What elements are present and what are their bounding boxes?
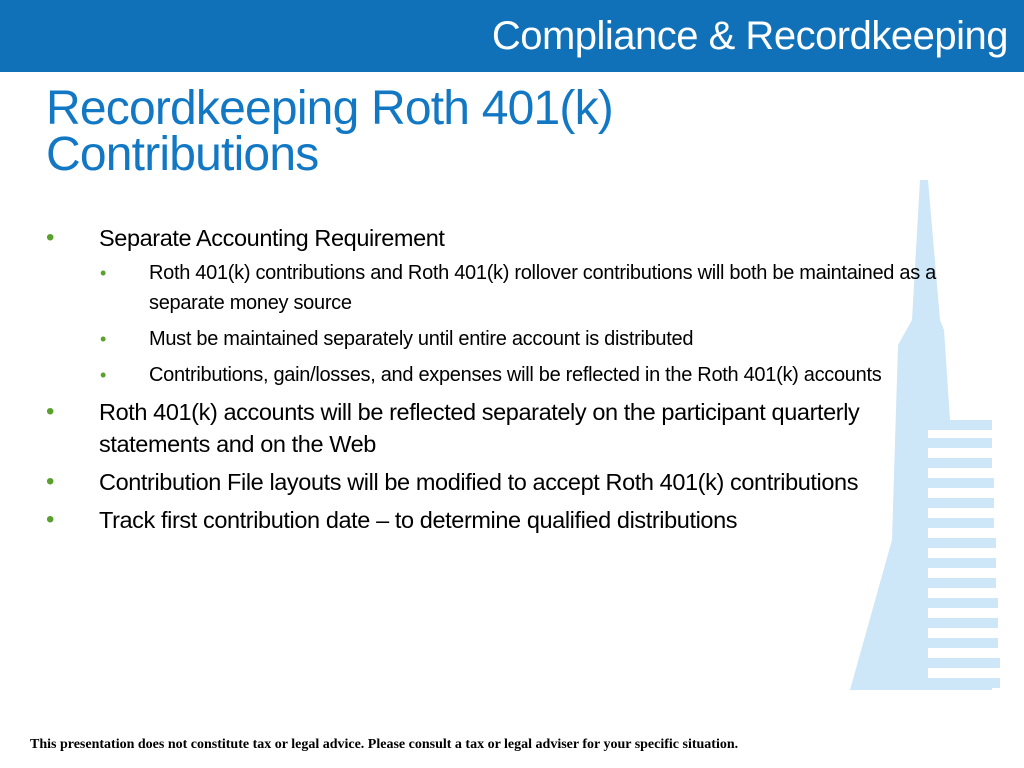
bullet-text: Separate Accounting Requirement [99,225,445,251]
sub-bullet-text: Must be maintained separately until entire account is distributed [149,328,694,350]
slide-title [46,82,766,181]
bullet-dot-icon: • [46,398,55,425]
sub-bullet-item [99,258,976,318]
bullet-dot-icon: • [46,224,55,251]
bullet-item [46,504,976,536]
sub-bullet-dot-icon: • [100,263,107,283]
bullet-item [46,466,976,498]
bullet-item [46,222,976,390]
sub-bullet-text: Contributions, gain/losses, and expenses will be reflected in the Roth 401(k) accounts [149,364,882,386]
bullet-item [46,396,976,460]
sub-bullet-text: Roth 401(k) contributions and Roth 401(k) rollover contributions will both be maintained as a separate money source [149,262,936,314]
bullet-list [46,222,976,536]
section-title: Compliance & Recordkeeping [491,14,1008,58]
slide-title-line-2: Contributions [46,128,319,181]
sub-bullet-item [99,324,976,354]
bullet-text: Track first contribution date – to determine qualified distributions [99,507,738,533]
sub-bullet-dot-icon: • [100,365,107,385]
sub-bullet-dot-icon: • [100,329,107,349]
bullet-dot-icon: • [46,468,55,495]
sub-bullet-item [99,360,976,390]
bullet-text: Contribution File layouts will be modified to accept Roth 401(k) contributions [99,469,859,495]
header-bar [0,0,1024,72]
bullet-dot-icon: • [46,506,55,533]
sub-bullet-list [99,258,976,390]
bullet-text: Roth 401(k) accounts will be reflected separately on the participant quarterly statements and on the Web [99,399,860,457]
slide-title-line-1: Recordkeeping Roth 401(k) [46,82,613,135]
footer-disclaimer: This presentation does not constitute tax or legal advice. Please consult a tax or legal adviser for your specific situation. [30,737,739,752]
